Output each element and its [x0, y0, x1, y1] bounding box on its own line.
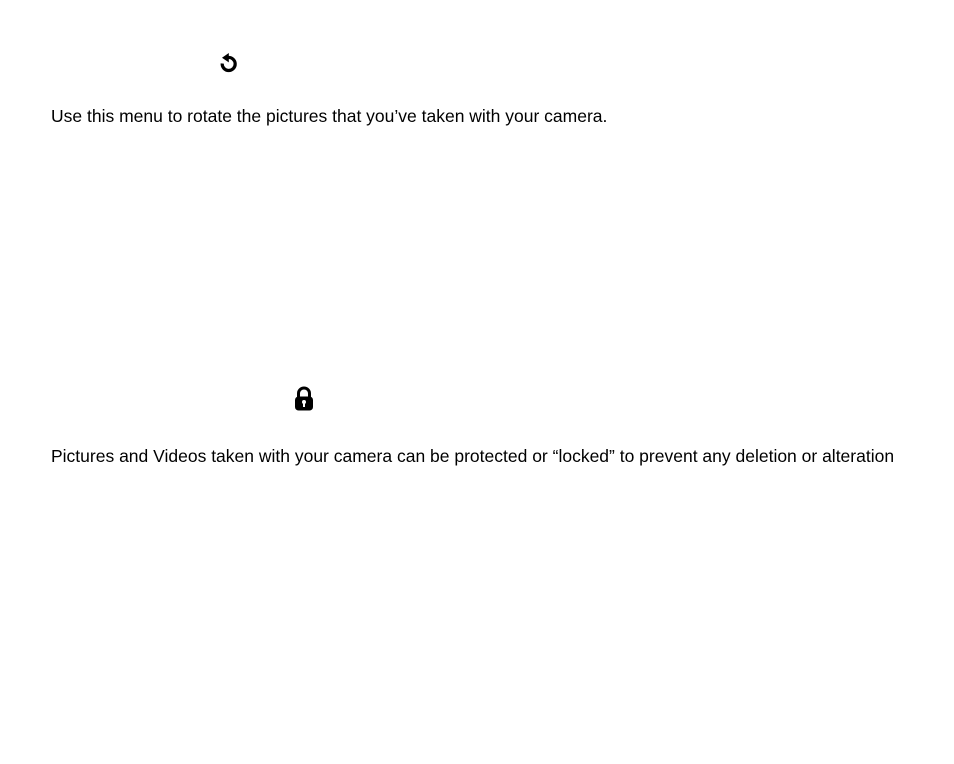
protect-description: Pictures and Videos taken with your camera can be protected or “locked” to prevent any deletion or alteration: [51, 446, 895, 466]
rotate-description: Use this menu to rotate the pictures that you’ve taken with your camera.: [51, 106, 608, 126]
lock-icon: [292, 386, 316, 412]
rotate-clockwise-icon: [216, 52, 240, 76]
